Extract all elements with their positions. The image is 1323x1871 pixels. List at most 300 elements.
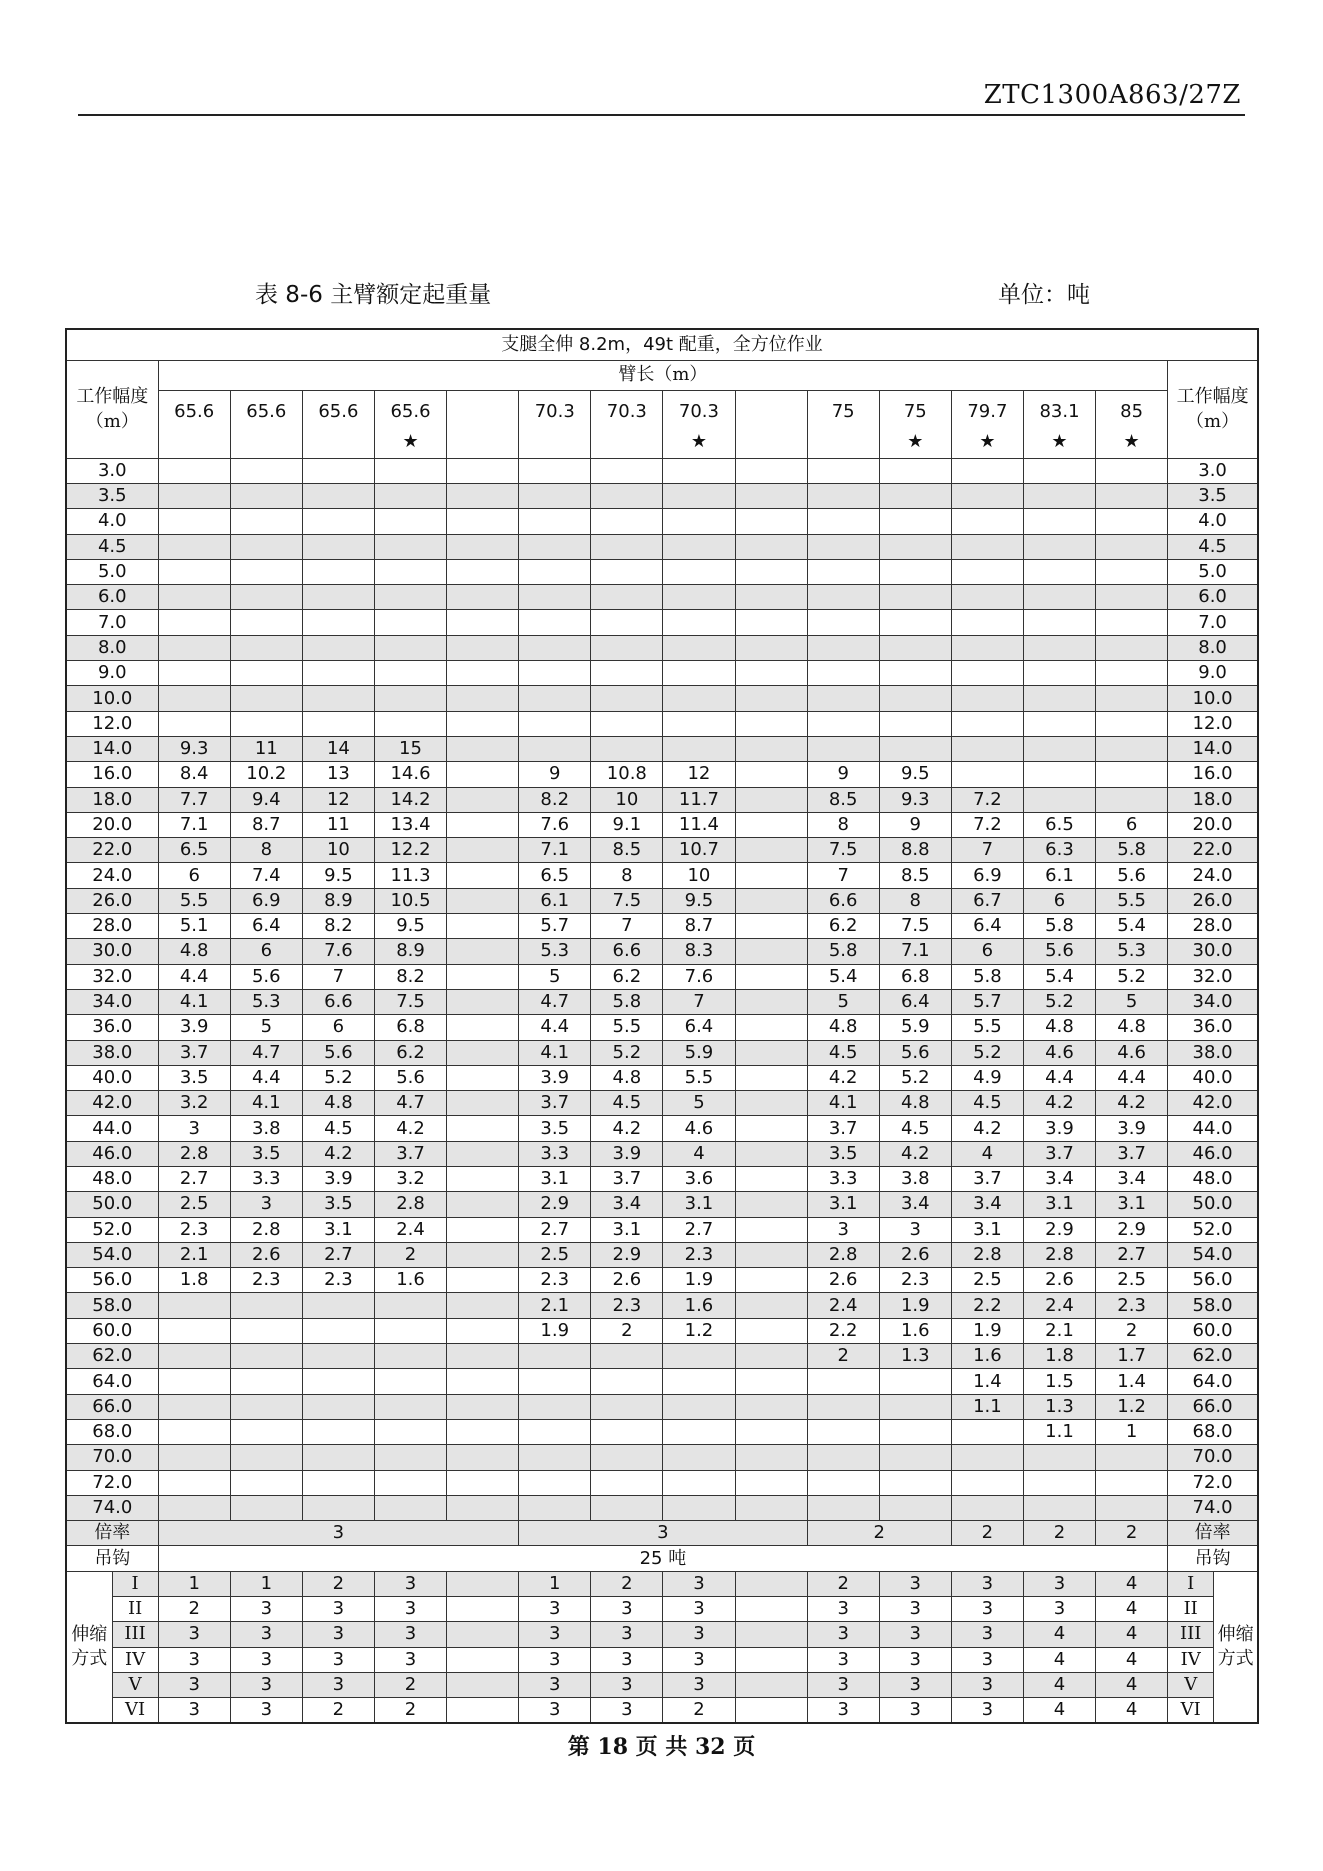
telescoping-mode-left: I	[112, 1571, 158, 1596]
telescoping-cell: 4	[1023, 1647, 1095, 1672]
telescoping-cell: 3	[879, 1672, 951, 1697]
telescoping-mode-right: V	[1168, 1672, 1214, 1697]
load-cell: 10.8	[591, 762, 663, 787]
load-cell	[302, 1470, 374, 1495]
load-cell: 3.5	[519, 1116, 591, 1141]
load-cell: 5.9	[879, 1015, 951, 1040]
load-cell: 1.4	[951, 1369, 1023, 1394]
load-cell: 3.1	[519, 1167, 591, 1192]
load-cell: 7.1	[158, 812, 230, 837]
telescoping-cell: 3	[663, 1571, 735, 1596]
table-row	[66, 1268, 1258, 1293]
boom-length-value: 65.6	[390, 400, 431, 422]
boom-length-cell	[663, 390, 735, 458]
load-cell	[951, 509, 1023, 534]
table-row	[66, 1040, 1258, 1065]
load-cell: 9.5	[879, 762, 951, 787]
table-row	[66, 939, 1258, 964]
load-cell	[1023, 483, 1095, 508]
load-cell	[951, 635, 1023, 660]
load-cell	[879, 483, 951, 508]
load-cell: 2.3	[1096, 1293, 1168, 1318]
load-cell	[447, 1268, 519, 1293]
hook-value: 25 吨	[158, 1546, 1168, 1571]
load-cell: 14.2	[374, 787, 446, 812]
boom-length-cell	[735, 390, 807, 458]
load-cell	[807, 458, 879, 483]
load-cell	[158, 610, 230, 635]
boom-length-cell	[807, 390, 879, 458]
load-cell: 2.3	[230, 1268, 302, 1293]
load-cell	[374, 509, 446, 534]
load-cell: 5.8	[1023, 914, 1095, 939]
load-cell	[374, 635, 446, 660]
load-cell	[735, 863, 807, 888]
load-cell	[807, 736, 879, 761]
load-cell	[1023, 534, 1095, 559]
load-cell: 1.2	[1096, 1394, 1168, 1419]
load-cell: 9.1	[591, 812, 663, 837]
load-cell: 6.9	[230, 888, 302, 913]
load-cell	[735, 509, 807, 534]
load-cell	[519, 610, 591, 635]
load-cell	[951, 1419, 1023, 1444]
load-cell	[735, 483, 807, 508]
load-cell: 15	[374, 736, 446, 761]
load-cell: 13	[302, 762, 374, 787]
table-row	[66, 762, 1258, 787]
load-cell: 4.5	[879, 1116, 951, 1141]
radius-cell-right: 26.0	[1168, 888, 1258, 913]
load-cell	[591, 1445, 663, 1470]
load-cell	[230, 559, 302, 584]
radius-cell-left: 32.0	[66, 964, 158, 989]
telescoping-cell	[447, 1698, 519, 1723]
load-cell	[879, 711, 951, 736]
load-cell: 6.2	[374, 1040, 446, 1065]
radius-cell-left: 44.0	[66, 1116, 158, 1141]
load-cell: 6.6	[807, 888, 879, 913]
load-cell: 3.2	[374, 1167, 446, 1192]
telescoping-cell: 3	[230, 1597, 302, 1622]
load-cell: 2.9	[1023, 1217, 1095, 1242]
load-cell: 3.7	[158, 1040, 230, 1065]
load-cell: 2.1	[519, 1293, 591, 1318]
load-cell	[735, 1015, 807, 1040]
telescoping-cell: 3	[302, 1597, 374, 1622]
load-cell: 5.6	[230, 964, 302, 989]
load-cell: 6.7	[951, 888, 1023, 913]
load-cell: 6.1	[1023, 863, 1095, 888]
load-cell	[879, 509, 951, 534]
load-cell	[1096, 559, 1168, 584]
star-marker: ★	[979, 431, 996, 453]
telescoping-cell: 3	[1023, 1597, 1095, 1622]
table-row	[66, 888, 1258, 913]
telescoping-cell: 1	[519, 1571, 591, 1596]
load-cell	[591, 711, 663, 736]
load-cell: 3.9	[591, 1141, 663, 1166]
load-cell	[158, 661, 230, 686]
load-cell	[1023, 736, 1095, 761]
load-cell	[1096, 711, 1168, 736]
load-cell	[230, 458, 302, 483]
load-cell: 9.5	[663, 888, 735, 913]
telescoping-cell: 3	[374, 1571, 446, 1596]
load-cell	[302, 635, 374, 660]
load-cell: 7.1	[879, 939, 951, 964]
load-cell	[735, 686, 807, 711]
boom-length-cell	[302, 390, 374, 458]
load-cell: 8.5	[807, 787, 879, 812]
load-cell: 4.4	[1096, 1065, 1168, 1090]
radius-cell-left: 24.0	[66, 863, 158, 888]
load-cell	[447, 1167, 519, 1192]
load-cell	[447, 1394, 519, 1419]
load-cell	[663, 635, 735, 660]
load-cell: 3.9	[1096, 1116, 1168, 1141]
load-cell: 5.3	[230, 989, 302, 1014]
load-cell	[663, 661, 735, 686]
load-cell	[663, 686, 735, 711]
telescoping-cell: 4	[1096, 1672, 1168, 1697]
load-cell	[735, 1217, 807, 1242]
load-cell	[807, 1419, 879, 1444]
radius-cell-right: 62.0	[1168, 1344, 1258, 1369]
load-cell	[663, 1419, 735, 1444]
telescoping-cell	[735, 1622, 807, 1647]
load-cell	[447, 686, 519, 711]
load-cell: 1.6	[663, 1293, 735, 1318]
telescoping-cell: 3	[807, 1647, 879, 1672]
table-row	[66, 787, 1258, 812]
load-cell	[735, 1116, 807, 1141]
load-cell: 4.7	[374, 1091, 446, 1116]
load-cell	[735, 585, 807, 610]
load-cell: 7	[807, 863, 879, 888]
load-cell	[663, 1369, 735, 1394]
boom-length-value: 75	[903, 400, 927, 422]
load-cell	[591, 1369, 663, 1394]
load-cell: 7.5	[374, 989, 446, 1014]
load-cell	[447, 1015, 519, 1040]
radius-cell-left: 18.0	[66, 787, 158, 812]
load-cell: 7.6	[519, 812, 591, 837]
table-unit: 单位：吨	[998, 282, 1090, 308]
load-cell: 7	[663, 989, 735, 1014]
load-cell	[302, 711, 374, 736]
telescoping-mode-right: III	[1168, 1622, 1214, 1647]
radius-cell-left: 38.0	[66, 1040, 158, 1065]
load-cell: 3.7	[951, 1167, 1023, 1192]
load-cell	[302, 1293, 374, 1318]
telescoping-cell: 3	[591, 1672, 663, 1697]
telescoping-cell: 3	[807, 1672, 879, 1697]
load-cell: 3	[230, 1192, 302, 1217]
load-cell: 2.3	[879, 1268, 951, 1293]
load-cell: 2.3	[663, 1242, 735, 1267]
load-cell	[663, 1470, 735, 1495]
load-cell: 5.6	[1023, 939, 1095, 964]
telescoping-cell: 3	[302, 1672, 374, 1697]
load-cell: 3.1	[302, 1217, 374, 1242]
load-cell: 8.3	[663, 939, 735, 964]
telescoping-cell: 3	[663, 1597, 735, 1622]
boom-length-cell	[591, 390, 663, 458]
load-cell: 6.2	[807, 914, 879, 939]
load-cell: 6.8	[879, 964, 951, 989]
load-cell	[735, 762, 807, 787]
load-cell	[230, 1394, 302, 1419]
load-cell: 14.6	[374, 762, 446, 787]
load-cell	[230, 1470, 302, 1495]
load-cell	[735, 1091, 807, 1116]
load-cell: 2.3	[158, 1217, 230, 1242]
load-cell	[447, 736, 519, 761]
load-cell	[447, 1091, 519, 1116]
load-cell	[519, 1344, 591, 1369]
radius-cell-left: 66.0	[66, 1394, 158, 1419]
radius-header-left: 工作幅度（m）	[66, 360, 158, 458]
telescoping-cell: 2	[158, 1597, 230, 1622]
load-cell	[447, 1040, 519, 1065]
load-cell: 3.4	[951, 1192, 1023, 1217]
load-cell: 6.9	[951, 863, 1023, 888]
load-cell	[302, 686, 374, 711]
boom-length-cell	[1023, 390, 1095, 458]
table-row	[66, 509, 1258, 534]
load-cell: 4.5	[302, 1116, 374, 1141]
load-cell	[230, 1369, 302, 1394]
load-cell	[807, 1394, 879, 1419]
load-cell	[879, 1470, 951, 1495]
load-cell	[807, 635, 879, 660]
load-cell	[374, 1369, 446, 1394]
load-cell	[879, 559, 951, 584]
load-cell	[951, 686, 1023, 711]
load-cell: 6.1	[519, 888, 591, 913]
telescoping-cell: 3	[951, 1597, 1023, 1622]
load-cell: 4.4	[1023, 1065, 1095, 1090]
load-cell	[1023, 661, 1095, 686]
load-cell	[807, 1495, 879, 1520]
load-cell	[158, 1495, 230, 1520]
load-cell: 3.5	[807, 1141, 879, 1166]
radius-cell-right: 34.0	[1168, 989, 1258, 1014]
load-cell: 4.8	[807, 1015, 879, 1040]
load-cell	[158, 1394, 230, 1419]
load-cell: 5.2	[951, 1040, 1023, 1065]
radius-cell-left: 46.0	[66, 1141, 158, 1166]
load-cell: 3.4	[591, 1192, 663, 1217]
telescoping-cell: 3	[807, 1597, 879, 1622]
load-cell	[158, 1318, 230, 1343]
boom-length-cell	[1096, 390, 1168, 458]
load-cell	[735, 1344, 807, 1369]
boom-length-value: 85	[1120, 400, 1144, 422]
load-cell	[735, 787, 807, 812]
load-cell	[447, 1318, 519, 1343]
radius-cell-left: 56.0	[66, 1268, 158, 1293]
load-cell: 5.9	[663, 1040, 735, 1065]
load-cell: 3	[879, 1217, 951, 1242]
load-cell	[447, 838, 519, 863]
telescoping-cell: 4	[1096, 1698, 1168, 1723]
telescoping-cell: 3	[591, 1622, 663, 1647]
telescoping-row	[66, 1622, 1258, 1647]
load-cell	[807, 686, 879, 711]
telescoping-cell: 3	[519, 1672, 591, 1697]
radius-cell-right: 32.0	[1168, 964, 1258, 989]
radius-cell-left: 3.0	[66, 458, 158, 483]
radius-cell-left: 52.0	[66, 1217, 158, 1242]
load-cell: 5.3	[519, 939, 591, 964]
telescoping-cell: 3	[302, 1622, 374, 1647]
load-cell: 4.7	[519, 989, 591, 1014]
load-cell: 2.5	[519, 1242, 591, 1267]
load-cell	[1096, 458, 1168, 483]
telescoping-cell	[735, 1571, 807, 1596]
load-cell: 6.4	[951, 914, 1023, 939]
load-cell: 9.5	[374, 914, 446, 939]
load-cell	[951, 610, 1023, 635]
load-cell: 13.4	[374, 812, 446, 837]
load-cell: 4.6	[1096, 1040, 1168, 1065]
load-cell	[230, 585, 302, 610]
load-cell: 3.1	[1023, 1192, 1095, 1217]
load-cell: 6.6	[591, 939, 663, 964]
reeving-value: 3	[519, 1521, 807, 1546]
load-cell: 2.7	[1096, 1242, 1168, 1267]
load-cell	[230, 635, 302, 660]
load-cell	[663, 736, 735, 761]
load-cell: 7.5	[591, 888, 663, 913]
load-cell	[447, 1470, 519, 1495]
load-cell	[1023, 787, 1095, 812]
load-cell: 14	[302, 736, 374, 761]
table-row	[66, 534, 1258, 559]
load-cell	[519, 1369, 591, 1394]
load-cell: 5.3	[1096, 939, 1168, 964]
telescoping-row	[66, 1672, 1258, 1697]
radius-cell-left: 60.0	[66, 1318, 158, 1343]
load-cell: 4.2	[1096, 1091, 1168, 1116]
radius-cell-right: 24.0	[1168, 863, 1258, 888]
load-cell	[447, 1445, 519, 1470]
load-cell: 3.5	[302, 1192, 374, 1217]
telescoping-row	[66, 1698, 1258, 1723]
radius-cell-right: 8.0	[1168, 635, 1258, 660]
telescoping-cell: 3	[663, 1647, 735, 1672]
load-cell	[879, 1369, 951, 1394]
telescoping-cell: 3	[374, 1622, 446, 1647]
telescoping-cell: 3	[302, 1647, 374, 1672]
load-cell: 6.3	[1023, 838, 1095, 863]
radius-cell-left: 42.0	[66, 1091, 158, 1116]
load-cell	[735, 736, 807, 761]
load-cell	[735, 888, 807, 913]
load-cell	[158, 534, 230, 559]
telescoping-label-right: 伸缩方式	[1214, 1571, 1258, 1723]
radius-cell-right: 22.0	[1168, 838, 1258, 863]
load-cell: 4.8	[1023, 1015, 1095, 1040]
load-cell	[447, 610, 519, 635]
load-cell: 4.2	[879, 1141, 951, 1166]
load-cell	[879, 534, 951, 559]
load-cell	[663, 483, 735, 508]
load-cell: 9.4	[230, 787, 302, 812]
load-cell: 2	[591, 1318, 663, 1343]
load-cell	[519, 711, 591, 736]
telescoping-mode-left: II	[112, 1597, 158, 1622]
load-cell: 4.2	[1023, 1091, 1095, 1116]
load-cell	[735, 1293, 807, 1318]
load-cell	[879, 1394, 951, 1419]
load-cell	[230, 1419, 302, 1444]
load-cell: 2.6	[1023, 1268, 1095, 1293]
load-cell: 7.2	[951, 812, 1023, 837]
telescoping-cell	[447, 1622, 519, 1647]
load-cell	[158, 458, 230, 483]
load-cell	[591, 1419, 663, 1444]
table-row	[66, 483, 1258, 508]
load-cell: 7.2	[951, 787, 1023, 812]
telescoping-cell	[735, 1647, 807, 1672]
load-cell: 1	[1096, 1419, 1168, 1444]
load-cell: 9	[879, 812, 951, 837]
load-cell	[807, 509, 879, 534]
telescoping-cell: 4	[1096, 1571, 1168, 1596]
load-cell	[1096, 483, 1168, 508]
load-cell: 3.7	[807, 1116, 879, 1141]
radius-cell-left: 54.0	[66, 1242, 158, 1267]
load-cell	[807, 585, 879, 610]
load-cell: 4.2	[374, 1116, 446, 1141]
load-cell	[1096, 762, 1168, 787]
radius-cell-right: 52.0	[1168, 1217, 1258, 1242]
load-cell: 3.7	[1096, 1141, 1168, 1166]
load-cell: 6	[951, 939, 1023, 964]
radius-cell-left: 4.0	[66, 509, 158, 534]
telescoping-cell: 3	[230, 1698, 302, 1723]
load-cell	[519, 559, 591, 584]
load-cell	[1096, 534, 1168, 559]
load-cell: 3.3	[519, 1141, 591, 1166]
load-cell: 2.9	[1096, 1217, 1168, 1242]
table-row	[66, 1091, 1258, 1116]
table-row	[66, 711, 1258, 736]
load-cell: 2.5	[951, 1268, 1023, 1293]
load-cell	[519, 1394, 591, 1419]
load-cell: 3.1	[663, 1192, 735, 1217]
table-row	[66, 559, 1258, 584]
load-cell	[735, 1167, 807, 1192]
load-cell	[158, 1369, 230, 1394]
load-cell	[735, 939, 807, 964]
load-cell: 8.5	[879, 863, 951, 888]
load-cell: 6.4	[230, 914, 302, 939]
load-cell: 4.7	[230, 1040, 302, 1065]
load-cell: 2.7	[519, 1217, 591, 1242]
load-cell: 2.6	[230, 1242, 302, 1267]
document-code: ZTC1300A863/27Z	[983, 80, 1241, 110]
load-cell	[951, 483, 1023, 508]
telescoping-cell: 4	[1023, 1672, 1095, 1697]
load-cell	[1023, 585, 1095, 610]
boom-length-value: 65.6	[174, 400, 215, 422]
load-cell	[735, 1141, 807, 1166]
load-cell: 9.5	[302, 863, 374, 888]
